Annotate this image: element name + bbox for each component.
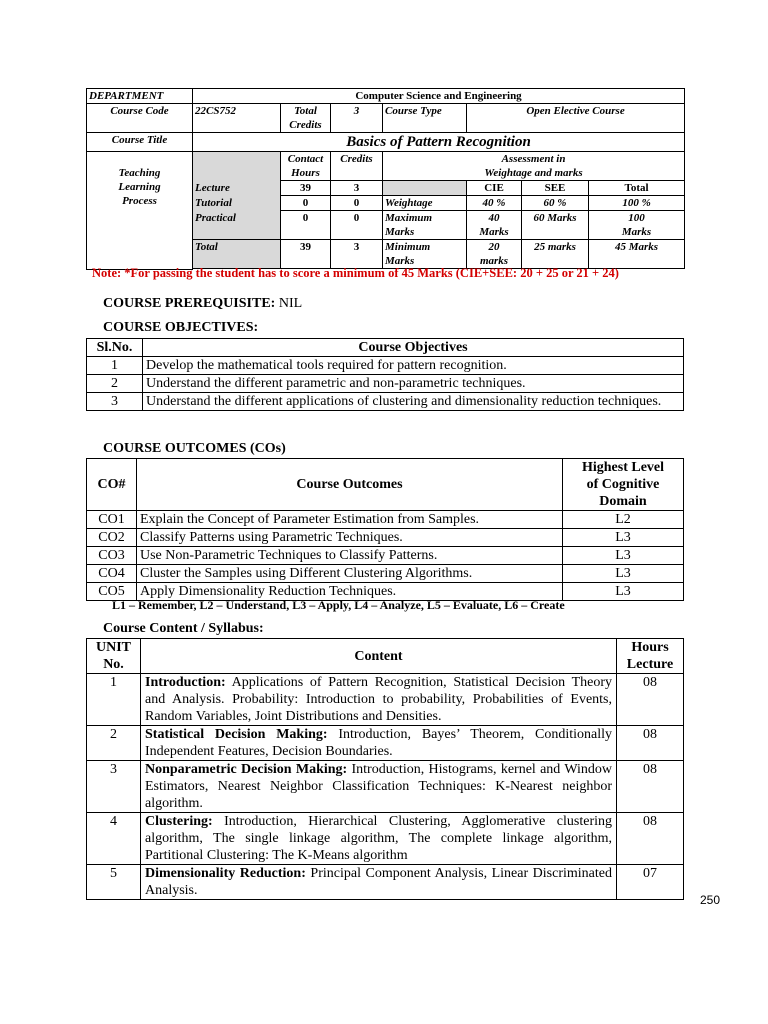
unit-no: 2	[87, 726, 141, 761]
unit-hours: 08	[617, 674, 684, 726]
objective-no: 3	[87, 393, 143, 411]
total-credits-label: Total Credits	[281, 104, 331, 133]
co-id: CO3	[87, 547, 137, 565]
total-hours: 39	[281, 240, 331, 269]
table-row	[87, 529, 684, 547]
unit-content: Introduction: Applications of Pattern Recognition, Statistical Decision Theory and Analysis. Probability: Introduction to probability, Probabilities of Events, Random Variables, Joint Distributions and Densities.	[141, 674, 617, 726]
practical-label: Practical	[193, 211, 281, 240]
max-marks-label: Maximum Marks	[383, 211, 467, 240]
contact-hours-header: Contact Hours	[281, 152, 331, 181]
lecture-credits: 3	[331, 181, 383, 196]
weightage-total: 100 %	[589, 196, 685, 211]
unit-title: Dimensionality Reduction:	[145, 866, 306, 881]
co-id: CO1	[87, 511, 137, 529]
table-row	[87, 865, 684, 900]
prerequisite-value: NIL	[275, 296, 303, 311]
syllabus-table	[86, 638, 684, 900]
table-row	[87, 726, 684, 761]
co-id: CO4	[87, 565, 137, 583]
weightage-label: Weightage	[383, 196, 467, 211]
max-marks-see: 60 Marks	[522, 211, 589, 240]
unit-no: 5	[87, 865, 141, 900]
see-header: SEE	[522, 181, 589, 196]
weightage-see: 60 %	[522, 196, 589, 211]
co-text: Cluster the Samples using Different Clustering Algorithms.	[137, 565, 563, 583]
co-text: Use Non-Parametric Techniques to Classify Patterns.	[137, 547, 563, 565]
unit-content: Dimensionality Reduction: Principal Component Analysis, Linear Discriminated Analysis.	[141, 865, 617, 900]
cognitive-level-legend: L1 – Remember, L2 – Understand, L3 – Apply, L4 – Analyze, L5 – Evaluate, L6 – Create	[112, 598, 565, 612]
unit-content: Clustering: Introduction, Hierarchical Clustering, Agglomerative clustering algorithm, The single linkage algorithm, The complete linkage algorithm, Partitional Clustering: The K-Means algorithm	[141, 813, 617, 865]
table-row	[87, 674, 684, 726]
objective-text: Develop the mathematical tools required for pattern recognition.	[143, 357, 684, 375]
total-credits: 3	[331, 240, 383, 269]
lecture-hours: 39	[281, 181, 331, 196]
tutorial-label: Tutorial	[193, 196, 281, 211]
table-row	[87, 761, 684, 813]
table-row	[87, 393, 684, 411]
table-row	[87, 547, 684, 565]
syllabus-heading: Course Content / Syllabus:	[103, 621, 264, 636]
max-marks-cie: 40 Marks	[467, 211, 522, 240]
department-label: DEPARTMENT	[87, 89, 193, 104]
cie-header: CIE	[467, 181, 522, 196]
lecture-label: Lecture	[193, 181, 281, 196]
unit-no: 4	[87, 813, 141, 865]
course-type-value: Open Elective Course	[467, 104, 685, 133]
slno-header: Sl.No.	[87, 339, 143, 357]
min-marks-label: Minimum Marks	[383, 240, 467, 269]
tutorial-credits: 0	[331, 196, 383, 211]
total-row-label: Total	[193, 240, 281, 269]
co-level: L3	[563, 529, 684, 547]
course-outcomes-header: Course Outcomes	[137, 459, 563, 511]
table-row	[87, 357, 684, 375]
objectives-table	[86, 338, 684, 411]
table-row	[87, 511, 684, 529]
course-title-label: Course Title	[87, 133, 193, 152]
unit-hours: 07	[617, 865, 684, 900]
practical-credits: 0	[331, 211, 383, 240]
objectives-heading: COURSE OBJECTIVES:	[103, 320, 259, 335]
co-header: CO#	[87, 459, 137, 511]
unit-content: Statistical Decision Making: Introduction, Bayes’ Theorem, Conditionally Independent Features, Decision Boundaries.	[141, 726, 617, 761]
teaching-learning-process-label: Teaching Learning Process	[87, 152, 193, 270]
table-row	[87, 565, 684, 583]
objective-text: Understand the different parametric and non-parametric techniques.	[143, 375, 684, 393]
course-type-label: Course Type	[383, 104, 467, 133]
co-level: L3	[563, 547, 684, 565]
unit-hours: 08	[617, 813, 684, 865]
practical-hours: 0	[281, 211, 331, 240]
assessment-header: Assessment in Weightage and marks	[383, 152, 685, 181]
co-text: Explain the Concept of Parameter Estimation from Samples.	[137, 511, 563, 529]
table-row	[87, 375, 684, 393]
unit-title: Introduction:	[145, 675, 226, 690]
cognitive-level-header: Highest Level of Cognitive Domain	[563, 459, 684, 511]
unit-hours: 08	[617, 761, 684, 813]
objective-no: 1	[87, 357, 143, 375]
unit-header: UNIT No.	[87, 639, 141, 674]
course-code-value: 22CS752	[193, 104, 281, 133]
co-text: Apply Dimensionality Reduction Techniques.	[137, 583, 563, 601]
max-marks-total: 100 Marks	[589, 211, 685, 240]
outcomes-table	[86, 458, 684, 601]
min-marks-cie: 20 marks	[467, 240, 522, 269]
weightage-cie: 40 %	[467, 196, 522, 211]
credits-header: Credits	[331, 152, 383, 181]
min-marks-see: 25 marks	[522, 240, 589, 269]
co-id: CO2	[87, 529, 137, 547]
unit-no: 1	[87, 674, 141, 726]
course-title-value: Basics of Pattern Recognition	[193, 133, 685, 152]
unit-content: Nonparametric Decision Making: Introduction, Histograms, kernel and Window Estimators, Nearest Neighbor Classification Techniques: K-Nearest neighbor algorithm.	[141, 761, 617, 813]
co-id: CO5	[87, 583, 137, 601]
co-level: L3	[563, 565, 684, 583]
page-number: 250	[700, 893, 721, 907]
outcomes-heading: COURSE OUTCOMES (COs)	[103, 441, 286, 456]
objectives-header: Course Objectives	[143, 339, 684, 357]
table-row	[87, 813, 684, 865]
unit-no: 3	[87, 761, 141, 813]
course-details-table	[86, 88, 685, 270]
min-marks-total: 45 Marks	[589, 240, 685, 269]
content-header: Content	[141, 639, 617, 674]
tutorial-hours: 0	[281, 196, 331, 211]
total-credits-value: 3	[331, 104, 383, 133]
course-code-label: Course Code	[87, 104, 193, 133]
unit-hours: 08	[617, 726, 684, 761]
hours-header: Hours Lecture	[617, 639, 684, 674]
department-value: Computer Science and Engineering	[193, 89, 685, 104]
co-level: L3	[563, 583, 684, 601]
objective-no: 2	[87, 375, 143, 393]
objective-text: Understand the different applications of clustering and dimensionality reduction techniques.	[143, 393, 684, 411]
unit-title: Statistical Decision Making:	[145, 727, 328, 742]
passing-note: Note: *For passing the student has to score a minimum of 45 Marks (CIE+SEE: 20 + 25 or 21 + 24)	[92, 266, 619, 280]
unit-title: Nonparametric Decision Making:	[145, 762, 348, 777]
co-level: L2	[563, 511, 684, 529]
co-text: Classify Patterns using Parametric Techniques.	[137, 529, 563, 547]
unit-title: Clustering:	[145, 814, 213, 829]
prerequisite-heading: COURSE PREREQUISITE: NIL	[103, 296, 303, 311]
total-header: Total	[589, 181, 685, 196]
